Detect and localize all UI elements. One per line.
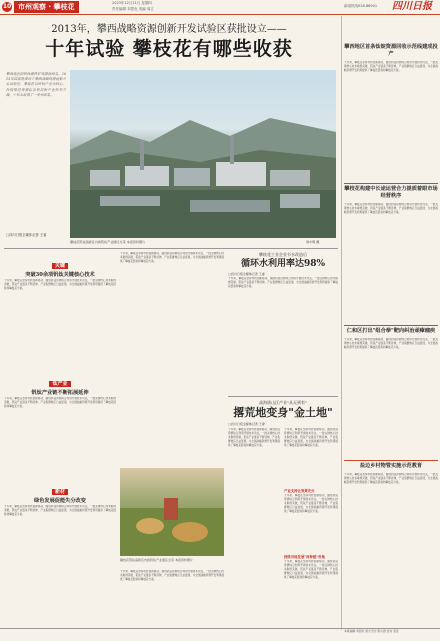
section-3: [4, 478, 116, 641]
newspaper-logo: 四川日报: [392, 1, 432, 12]
section-1-title: 突破30余项钒钛关键核心技术: [25, 272, 95, 278]
side-story-3: [344, 328, 438, 458]
side-story-2-headline: 攀枝花构建中长途运营合力提质着眼市场经营秩序: [344, 186, 438, 199]
lead-byline: □四川日报全媒体记者 王睿: [6, 233, 47, 237]
middle-story-2-col-b: [284, 428, 338, 628]
sidebar: [344, 18, 438, 571]
editor-line: 责任编辑 刘思危 美编 周立: [112, 7, 154, 11]
side-story-4-headline: 盐边乡村物管实施示范教育: [359, 463, 423, 469]
section-name: 市州观察 · 攀枝花: [14, 1, 79, 13]
middle-story-1-kicker: 攀枝花工业企业节水改造后: [259, 252, 307, 257]
section-2: [4, 370, 116, 493]
farmland-image: [120, 468, 224, 556]
column-2-text-b: 十年来，攀枝花坚持科技创新驱动，围绕钒钛资源综合利用开展技术攻关，一批关键核心技术取得突破，钒钛产业链条不断延伸，产业集群效应日益显现，为全国战略资源开发利用提供了攀枝花经验和攀枝花方案。: [120, 570, 224, 581]
industrial-park-image: [70, 70, 336, 238]
divider: [4, 248, 338, 249]
middle-story-2-col-b-text-a: 十年来，攀枝花坚持科技创新驱动，围绕钒钛资源综合利用开展技术攻关，一批关键核心技术取得突破，钒钛产业链条不断延伸，产业集群效应日益显现，为全国战略资源开发利用提供了攀枝花经验和攀枝花方案。: [284, 428, 338, 447]
middle-divider: [228, 396, 338, 397]
middle-story-2-col-b-text-b: 十年来，攀枝花坚持科技创新驱动，围绕钒钛资源综合利用开展技术攻关，一批关键核心技术取得突破，钒钛产业链条不断延伸，产业集群效应日益显现，为全国战略资源开发利用提供了攀枝花经验和攀枝花方案。: [284, 494, 338, 513]
side-divider-3: [344, 460, 438, 461]
side-story-4: [344, 463, 438, 571]
middle-story-2-subhead-1: 产业支持让效果充分: [284, 489, 315, 493]
lead-intro: 攀西地区因钒钛磁铁矿资源而闻名。2013年国家批准设立攀西战略资源创新开发试验区，攀枝花以钒钛产业为核心，持续推进资源综合利用和产业转型升级，十年来取得了一系列成果。: [6, 72, 66, 97]
side-divider-2: [344, 325, 438, 326]
column-2-text-a: 十年来，攀枝花坚持科技创新驱动，围绕钒钛资源综合利用开展技术攻关，一批关键核心技术取得突破，钒钛产业链条不断延伸，产业集群效应日益显现，为全国战略资源开发利用提供了攀枝花经验和攀枝花方案。: [120, 252, 224, 263]
middle-story-2-kicker: 高海拔山区产业"从无到有": [259, 400, 307, 405]
middle-story-1-byline: □四川日报全媒体记者 王睿: [228, 272, 265, 276]
side-story-1: [344, 44, 438, 181]
column-2-photo: [120, 468, 224, 556]
lead-photo: [70, 70, 336, 238]
side-story-2-body: 十年来，攀枝花坚持科技创新驱动，围绕钒钛资源综合利用开展技术攻关，一批关键核心技术取得突破，钒钛产业链条不断延伸，产业集群效应日益显现，为全国战略资源开发利用提供了攀枝花经验和攀枝花方案。: [344, 203, 438, 214]
sidebar-rule: [341, 16, 342, 630]
middle-story-1: [228, 252, 338, 387]
middle-story-2-byline: □四川日报全媒体记者 王睿: [228, 422, 265, 426]
side-divider-1: [344, 183, 438, 184]
section-3-title: 绿色发展促能失分改变: [34, 498, 86, 504]
page-number-badge: 10: [2, 3, 12, 10]
section-1-tag: 关键: [52, 263, 68, 269]
photo-credit: 周中明 摄: [306, 240, 320, 244]
middle-story-1-headline: 循环水利用率达98%: [240, 259, 326, 269]
middle-story-2-subhead-2: 持续当地发展"再种植"各地: [284, 555, 325, 559]
middle-story-2-headline: 撂荒地变身"金土地": [233, 406, 333, 419]
hotline: 新闻热线028-86901: [344, 4, 378, 8]
side-story-1-headline: 攀西地区首条钛锭资源回收示范线建成投产: [344, 44, 438, 57]
section-1-body: 十年来，攀枝花坚持科技创新驱动，围绕钒钛资源综合利用开展技术攻关，一批关键核心技术取得突破，钒钛产业链条不断延伸，产业集群效应日益显现，为全国战略资源开发利用提供了攀枝花经验和攀枝花方案。: [4, 279, 116, 290]
side-story-3-headline: 仁和区打出"组合拳"靶向纠治顽瘴痼疾: [346, 328, 436, 334]
section-2-body: 十年来，攀枝花坚持科技创新驱动，围绕钒钛资源综合利用开展技术攻关，一批关键核心技术取得突破，钒钛产业链条不断延伸，产业集群效应日益显现，为全国战略资源开发利用提供了攀枝花经验和攀枝花方案。: [4, 397, 116, 408]
section-2-title: 钒钛产业链不断拓展延伸: [31, 390, 89, 396]
section-3-body: 十年来，攀枝花坚持科技创新驱动，围绕钒钛资源综合利用开展技术攻关，一批关键核心技术取得突破，钒钛产业链条不断延伸，产业集群效应日益显现，为全国战略资源开发利用提供了攀枝花经验和攀枝花方案。: [4, 505, 116, 516]
column-2-caption: 攀枝花钒钛高新区内的钒钛产业园区全景 本报资料图片: [120, 558, 193, 562]
photo-caption: 攀枝花钒钛高新区内的钒钛产业园区全景 本报资料图片: [70, 240, 146, 244]
section-2-tag: 钛产业: [49, 381, 70, 387]
side-story-1-body: 十年来，攀枝花坚持科技创新驱动，围绕钒钛资源综合利用开展技术攻关，一批关键核心技术取得突破，钒钛产业链条不断延伸，产业集群效应日益显现，为全国战略资源开发利用提供了攀枝花经验和攀枝花方案。: [344, 61, 438, 72]
side-story-3-body: 十年来，攀枝花坚持科技创新驱动，围绕钒钛资源综合利用开展技术攻关，一批关键核心技术取得突破，钒钛产业链条不断延伸，产业集群效应日益显现，为全国战略资源开发利用提供了攀枝花经验和攀枝花方案。: [344, 338, 438, 349]
middle-story-2: [228, 400, 338, 427]
section-1: [4, 252, 116, 383]
lead-kicker: 2013年，攀西战略资源创新开发试验区获批设立——: [51, 24, 287, 35]
middle-story-2-col-a: 十年来，攀枝花坚持科技创新驱动，围绕钒钛资源综合利用开展技术攻关，一批关键核心技术取得突破，钒钛产业链条不断延伸，产业集群效应日益显现，为全国战略资源开发利用提供了攀枝花经验和攀枝花方案。: [228, 428, 280, 447]
side-story-2: [344, 186, 438, 323]
footer-credits: 本版编辑 刘思危 版式设计 陈小图 校对 张佳: [344, 629, 399, 633]
side-story-4-body: 十年来，攀枝花坚持科技创新驱动，围绕钒钛资源综合利用开展技术攻关，一批关键核心技术取得突破，钒钛产业链条不断延伸，产业集群效应日益显现，为全国战略资源开发利用提供了攀枝花经验和攀枝花方案。: [344, 473, 438, 484]
date-line: 2023年12月21日 星期四: [112, 1, 152, 5]
lead-headline: 十年试验 攀枝花有哪些收获: [45, 38, 293, 60]
masthead: [0, 0, 440, 14]
section-3-tag: 新材: [52, 489, 68, 495]
middle-story-2-col-b-text-c: 十年来，攀枝花坚持科技创新驱动，围绕钒钛资源综合利用开展技术攻关，一批关键核心技术取得突破，钒钛产业链条不断延伸，产业集群效应日益显现，为全国战略资源开发利用提供了攀枝花经验和攀枝花方案。: [284, 560, 338, 579]
middle-story-1-body: 十年来，攀枝花坚持科技创新驱动，围绕钒钛资源综合利用开展技术攻关，一批关键核心技术取得突破，钒钛产业链条不断延伸，产业集群效应日益显现，为全国战略资源开发利用提供了攀枝花经验和攀枝花方案。: [228, 277, 338, 288]
masthead-rule: [0, 14, 440, 15]
